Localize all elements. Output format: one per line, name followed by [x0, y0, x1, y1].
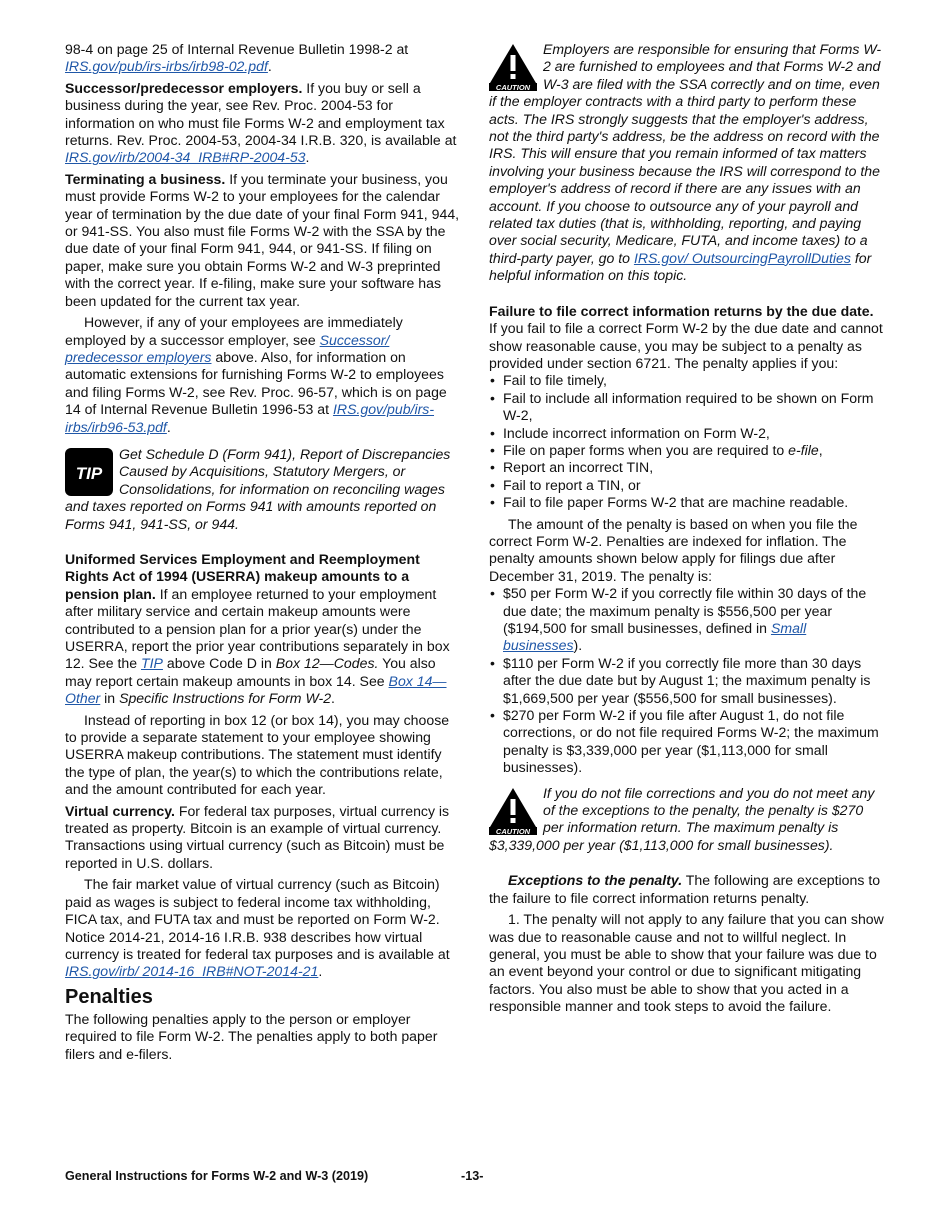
- section-title-penalties: Penalties: [65, 985, 153, 1008]
- link-box14-other[interactable]: Box 14—Other: [65, 672, 447, 707]
- caution-note-penalty: CAUTION If you do not file corrections and you do not meet any of the exceptions to the penalty, the penalty is $270 per information return. The maximum penalty is $3,339,000 per year ($1,113,000 for small businesses).: [489, 784, 875, 853]
- left-column: [65, 41, 461, 1067]
- link-irb96-53[interactable]: IRS.gov/pub/irs-irbs/irb96-53.pdf: [65, 401, 435, 435]
- paragraph-userra: Uniformed Services Employment and Reemployment Rights Act of 1994 (USERRA) makeup amounts to a pension plan. If an employee returned to your employment after military service and certain makeup amounts were contributed to a pension plan for a prior year(s) under the USERRA, report the prior year contributions separately in box 12. See the TIP above Code D in Box 12—Codes. You also may report certain makeup amounts in box 14. See Box 14—Other in Specific Instructions for Form W-2.: [65, 550, 450, 707]
- link-tip[interactable]: TIP: [141, 655, 163, 672]
- list-item: • Include incorrect information on Form W-2,: [489, 425, 885, 442]
- penalty-item: • $270 per Form W-2 if you file after August 1, do not file corrections, or do not file required Forms W-2; the maximum penalty is $3,339,000 per year ($1,113,000 for small businesses).: [489, 707, 885, 777]
- list-item: • Fail to file timely,: [489, 372, 885, 389]
- paragraph-virtual: Virtual currency. For federal tax purposes, virtual currency is treated as property. Bitcoin is an example of virtual currency. Transactions using virtual currency (such as Bitcoin) must be reported in U.S. dollars.: [65, 802, 450, 871]
- right-column: [489, 41, 885, 1020]
- paragraph-instead: Instead of reporting in box 12 (or box 14), you may choose to provide a separate statement to your employee showing USERRA makeup contributions. The statement must identify the type of plan, the year(s) to which the contributions relate, and the amount contributed for each year.: [65, 711, 450, 798]
- link-not-2014-21[interactable]: IRS.gov/irb/ 2014-16_IRB#NOT-2014-21: [65, 963, 319, 980]
- failure-list: [489, 372, 885, 511]
- penalty-item: • $50 per Form W-2 if you correctly file within 30 days of the due date; the maximum penalty is $556,500 per year ($194,500 for small businesses, defined in Small businesses).: [489, 585, 885, 655]
- link-irb98-02[interactable]: IRS.gov/pub/irs-irbs/irb98-02.pdf: [65, 58, 268, 75]
- penalty-item: • $110 per Form W-2 if you correctly file more than 30 days after the due date but by August 1; the maximum penalty is $1,669,500 per year ($556,500 for small businesses).: [489, 655, 885, 707]
- link-successor-employers[interactable]: Successor/ predecessor employers: [65, 331, 390, 365]
- paragraph-exception-1: 1. The penalty will not apply to any failure that you can show was due to reasonable cause and not to willful neglect. In general, you must be able to show that your failure was due to an event beyond your control or due to significant mitigating factors. You also must be able to show that you acted in a responsible manner and took steps to avoid the failure.: [489, 911, 884, 1015]
- tip-text: Get Schedule D (Form 941), Report of Discrepancies Caused by Acquisitions, Statutory Mergers, or Consolidations, for information on reconciling wages and taxes reported on Forms 941 with amounts reported on Forms 941, 941-SS, or 944.: [65, 445, 451, 532]
- caution-note-outsourcing: CAUTION Employers are responsible for ensuring that Forms W-2 are furnished to employees and that Forms W-2 and W-3 are filed with the SSA correctly and on time, even if the employer contracts with a third party to perform these acts. The IRS strongly suggests that the employer's address, not the third party's address, be the address on record with the IRS. This will ensure that you remain informed of tax matters involving your business because the IRS will correspond to the employer's address of record if there are any issues with an account. If you choose to outsource any of your payroll and related tax duties (that is, withholding, reporting, and paying over social security, Medicare, FUTA, and income taxes) to a third-party payer, go to IRS.gov/ OutsourcingPayrollDuties for helpful information on this topic.: [489, 41, 882, 284]
- caution-icon: [489, 43, 537, 91]
- caution-icon: [489, 787, 537, 835]
- footer-title: General Instructions for Forms W-2 and W-3 (2019): [65, 1169, 369, 1183]
- paragraph-however: However, if any of your employees are immediately employed by a successor employer, see Successor/ predecessor employers above. Also, for information on automatic extensions for furnishing Forms W-2 to employees and filing Forms W-2, see Rev. Proc. 96-57, which is on page 14 of Internal Revenue Bulletin 1996-53 at IRS.gov/pub/irs-irbs/irb96-53.pdf.: [65, 314, 447, 435]
- svg-text:CAUTION: CAUTION: [495, 83, 531, 91]
- paragraph-intro: 98-4 on page 25 of Internal Revenue Bulletin 1998-2 at IRS.gov/pub/irs-irbs/irb98-02.pdf.: [65, 41, 409, 75]
- tip-icon: [65, 448, 113, 496]
- list-item: • Fail to report a TIN, or: [489, 477, 885, 494]
- list-item: • Report an incorrect TIN,: [489, 459, 885, 476]
- svg-text:TIP: TIP: [75, 463, 103, 483]
- heading-failure: Failure to file correct information returns by the due date.: [489, 302, 874, 319]
- heading-successor: Successor/predecessor employers.: [65, 79, 303, 96]
- tip-note: [65, 446, 461, 533]
- paragraph-terminating: Terminating a business. If you terminate your business, you must provide Forms W-2 to your employees for the calendar year of termination by the due date of your final Form 941, 944, or 941-SS. You also must file Forms W-2 with the SSA by the due date of your final Form 941, 944, or 941-SS. If filing on paper, make sure you obtain Forms W-2 and W-3 preprinted with the correct year. If e-filing, make sure your software has been updated for the current tax year.: [65, 170, 460, 309]
- heading-virtual: Virtual currency.: [65, 802, 175, 819]
- heading-userra: Uniformed Services Employment and Reemployment Rights Act of 1994 (USERRA) makeup amounts to a pension plan.: [65, 550, 420, 602]
- page-number: -13-: [461, 1169, 484, 1183]
- list-item: • Fail to file paper Forms W-2 that are machine readable.: [489, 494, 885, 511]
- link-outsourcing-payroll[interactable]: IRS.gov/ OutsourcingPayrollDuties: [633, 249, 851, 266]
- link-small-businesses[interactable]: Small businesses: [503, 620, 807, 654]
- heading-terminating: Terminating a business.: [65, 170, 226, 187]
- heading-exceptions: Exceptions to the penalty.: [508, 872, 683, 889]
- paragraph-failure: Failure to file correct information returns by the due date. If you fail to file a correct Form W-2 by the due date and cannot show reasonable cause, you may be subject to a penalty as provided under section 6721. The penalty applies if you:: [489, 302, 883, 371]
- paragraph-exceptions: Exceptions to the penalty. The following are exceptions to the failure to file correct information returns penalty.: [489, 872, 881, 906]
- paragraph-successor: Successor/predecessor employers. If you buy or sell a business during the year, see Rev. Proc. 2004-53 for information on who must file Forms W-2 and employment tax returns. Rev. Proc. 2004-53, 2004-34 I.R.B. 320, is available at IRS.gov/irb/2004-34_IRB#RP-2004-53.: [65, 79, 457, 166]
- svg-text:CAUTION: CAUTION: [495, 826, 531, 835]
- list-item: • Fail to include all information required to be shown on Form W-2,: [489, 390, 885, 425]
- link-rp-2004-53[interactable]: IRS.gov/irb/2004-34_IRB#RP-2004-53: [65, 149, 306, 166]
- paragraph-amount: The amount of the penalty is based on when you file the correct Form W-2. Penalties are indexed for inflation. The penalty amounts shown below apply for filings due after December 31, 2019. The penalty is:: [489, 515, 858, 584]
- paragraph-fmv: The fair market value of virtual currency (such as Bitcoin) paid as wages is subject to federal income tax withholding, FICA tax, and FUTA tax and must be reported on Form W-2. Notice 2014-21, 2014-16 I.R.B. 938 describes how virtual currency is treated for federal tax purposes and is available at IRS.gov/irb/ 2014-16_IRB#NOT-2014-21.: [65, 876, 450, 980]
- paragraph-penalties: The following penalties apply to the person or employer required to file Form W-2. The penalties apply to both paper filers and e-filers.: [65, 1010, 438, 1062]
- list-item: • File on paper forms when you are required to e-file,: [489, 442, 885, 459]
